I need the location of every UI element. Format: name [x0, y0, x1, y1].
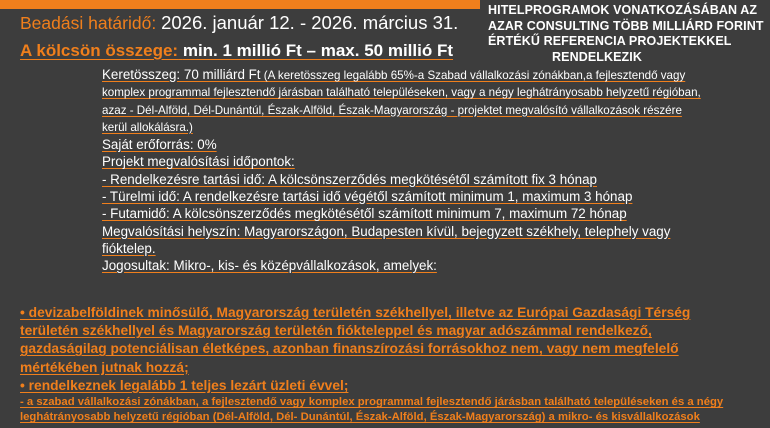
timing-title: Projekt megvalósítási időpontok: — [102, 154, 295, 170]
location-line: fióktelep. — [102, 240, 156, 256]
reference-box — [488, 0, 770, 66]
location-line: Megvalósítási helyszín: Magyarországon, Budapesten kívül, bejegyzett székhely, telephely vagy — [102, 223, 671, 239]
reference-line: HITELPROGRAMOK VONATKOZÁSÁBAN AZ — [488, 3, 758, 17]
loan-amount-label: A kölcsön összege: — [20, 41, 179, 60]
budget-note-line: azaz - Dél-Alföld, Dél-Dunántúl, Észak-Alföld, Észak-Magyarország - projektet megvalósító vállalkozások részére — [102, 103, 682, 117]
reference-line: AZAR CONSULTING TÖBB MILLIÁRD FORINT — [488, 18, 764, 33]
budget-note: (A keretösszeg legalább 65%-a Szabad vállalkozási zónákban,a fejlesztendő vagy — [260, 69, 686, 82]
deadline-label: Beadási határidő: — [20, 13, 157, 33]
grace-period: - Türelmi idő: A rendelkezésre tartási idő végétől számított minimum 1, maximum 3 hónap — [102, 189, 633, 205]
deadline-row — [20, 12, 458, 34]
reference-line: RENDELKEZIK — [552, 49, 642, 64]
budget-line — [102, 66, 762, 84]
budget-note-line: komplex programmal fejlesztendő járásban található településeken, vagy a négy leghátrányosabb helyzetű régióban, — [102, 86, 701, 100]
eligibility-line: - a szabad vállalkozási zónákban, a fejlesztendő vagy komplex programmal fejlesztendő járásban található településeken és a négy — [20, 396, 724, 409]
budget-note-line: kerül allokálásra.) — [102, 120, 193, 134]
eligible-title: Jogosultak: Mikro-, kis- és középvállalkozások, amelyek: — [102, 258, 437, 274]
reference-line: ÉRTÉKŰ REFERENCIA PROJEKTEKKEL — [488, 34, 732, 48]
eligibility-line: leghátrányosabb helyzetű régióban (Dél-Alföld, Dél- Dunántúl, Észak-Alföld, Észak-Magyarország) a mikro- és kisvállalkozások — [20, 411, 700, 424]
loan-term: - Futamidő: A kölcsönszerződés megkötésétől számított minimum 7, maximum 72 hónap — [102, 206, 627, 222]
deadline-value: 2026. január 12. - 2026. március 31. — [161, 12, 459, 33]
loan-amount-row — [20, 41, 453, 61]
eligibility-line: területén székhellyel és Magyarország területén fiókteleppel és magyar adószámmal rendelkező, — [20, 323, 652, 339]
top-accent-strip — [0, 0, 480, 9]
eligibility-line: • devizabelföldinek minősülő, Magyarország területén székhellyel, illetve az Európai Gazdasági Térség — [20, 305, 691, 320]
eligibility-line: mértékében jutnak hozzá; — [20, 359, 189, 375]
loan-amount-value: min. 1 millió Ft – max. 50 millió Ft — [182, 41, 454, 60]
availability-period: - Rendelkezésre tartási idő: A kölcsönszerződés megkötésétől számított fix 3 hónap — [102, 171, 597, 187]
program-details — [102, 66, 762, 275]
eligibility-list — [20, 304, 765, 425]
eligibility-line: • rendelkeznek legalább 1 teljes lezárt üzleti évvel; — [20, 377, 349, 393]
budget-main: Keretösszeg: 70 milliárd Ft — [102, 67, 261, 82]
own-funds: Saját erőforrás: 0% — [102, 137, 217, 153]
eligibility-line: gazdaságilag potenciálisan életképes, azonban finanszírozási forrásokhoz nem, vagy nem megfelelő — [20, 341, 679, 357]
